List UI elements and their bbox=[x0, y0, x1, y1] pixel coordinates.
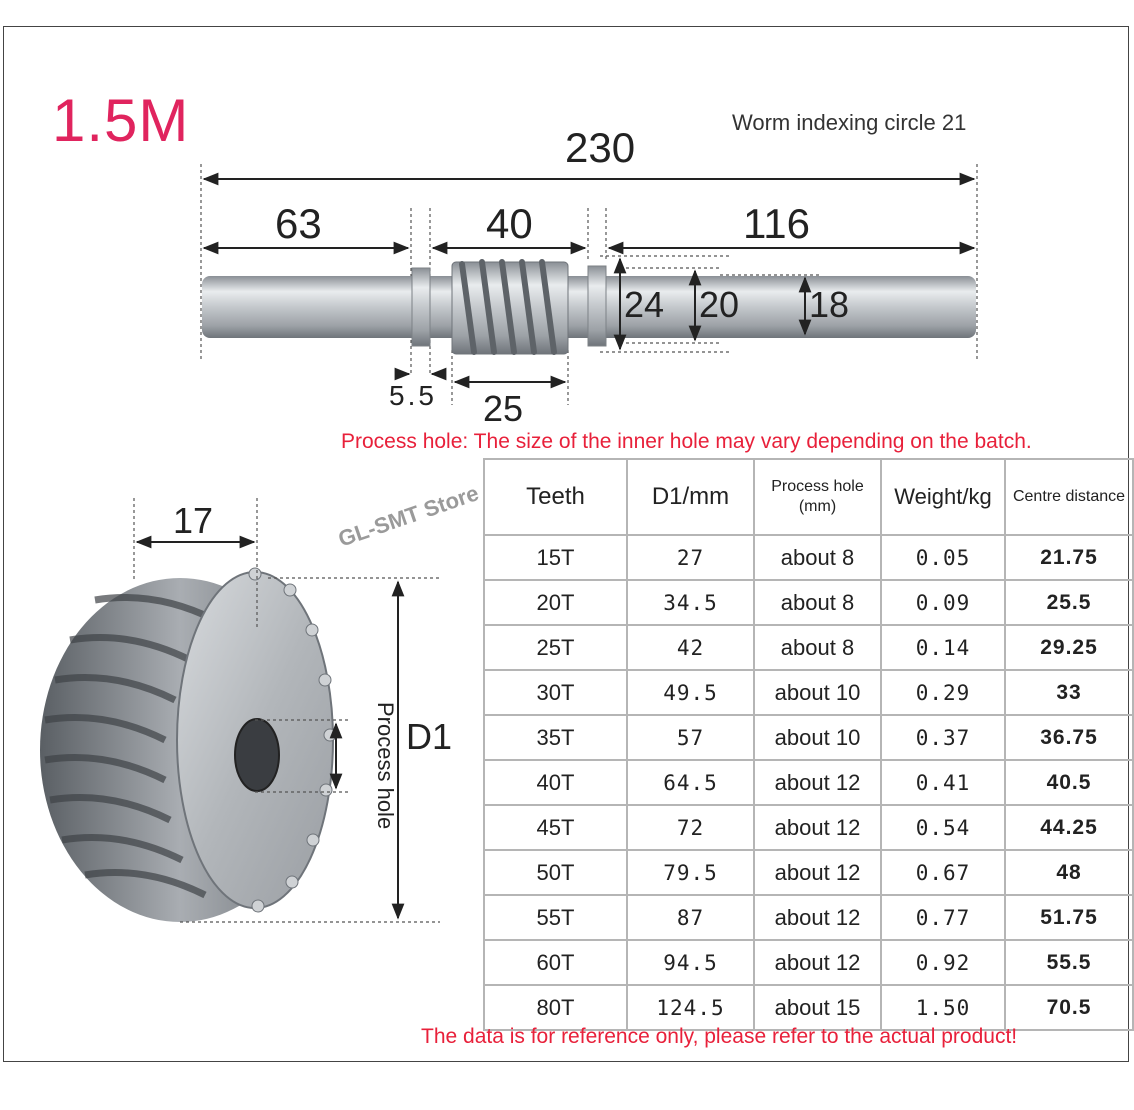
cell-d1: 72 bbox=[627, 805, 754, 850]
dim-outer-diameter: 24 bbox=[624, 284, 665, 325]
dim-right-shaft: 116 bbox=[743, 200, 810, 247]
table-row bbox=[484, 940, 1133, 985]
cell-centre-distance: 51.75 bbox=[1005, 895, 1133, 940]
cell-centre-distance: 48 bbox=[1005, 850, 1133, 895]
table-row bbox=[484, 985, 1133, 1030]
dim-shaft-diameter: 18 bbox=[809, 284, 850, 325]
cell-d1: 42 bbox=[627, 625, 754, 670]
dim-gear-width: 17 bbox=[173, 500, 214, 541]
cell-centre-distance: 40.5 bbox=[1005, 760, 1133, 805]
cell-process-hole: about 12 bbox=[754, 760, 881, 805]
gear-bore bbox=[235, 719, 279, 791]
cell-centre-distance: 25.5 bbox=[1005, 580, 1133, 625]
cell-process-hole: about 10 bbox=[754, 715, 881, 760]
cell-centre-distance: 44.25 bbox=[1005, 805, 1133, 850]
cell-centre-distance: 36.75 bbox=[1005, 715, 1133, 760]
header-process-hole bbox=[754, 459, 881, 535]
cell-d1: 94.5 bbox=[627, 940, 754, 985]
table-body bbox=[484, 535, 1133, 1030]
cell-process-hole: about 12 bbox=[754, 850, 881, 895]
table-row bbox=[484, 760, 1133, 805]
cell-teeth: 15T bbox=[484, 535, 627, 580]
cell-centre-distance: 29.25 bbox=[1005, 625, 1133, 670]
table-row bbox=[484, 895, 1133, 940]
dim-left-shaft: 63 bbox=[275, 200, 322, 247]
shaft-collar bbox=[412, 268, 430, 346]
cell-teeth: 30T bbox=[484, 670, 627, 715]
table-row bbox=[484, 625, 1133, 670]
cell-centre-distance: 33 bbox=[1005, 670, 1133, 715]
dim-thread-length: 25 bbox=[483, 388, 524, 429]
cell-weight: 0.05 bbox=[881, 535, 1005, 580]
cell-weight: 0.29 bbox=[881, 670, 1005, 715]
cell-d1: 87 bbox=[627, 895, 754, 940]
header-weight: Weight/kg bbox=[881, 459, 1005, 535]
cell-teeth: 50T bbox=[484, 850, 627, 895]
cell-teeth: 35T bbox=[484, 715, 627, 760]
dim-worm-section: 40 bbox=[486, 200, 533, 247]
cell-weight: 0.54 bbox=[881, 805, 1005, 850]
cell-weight: 1.50 bbox=[881, 985, 1005, 1030]
cell-d1: 79.5 bbox=[627, 850, 754, 895]
cell-teeth: 55T bbox=[484, 895, 627, 940]
dim-collar-width: 5.5 bbox=[389, 380, 437, 411]
cell-process-hole: about 12 bbox=[754, 895, 881, 940]
cell-d1: 124.5 bbox=[627, 985, 754, 1030]
module-label: 1.5M bbox=[52, 87, 190, 154]
cell-teeth: 40T bbox=[484, 760, 627, 805]
worm-shaft-drawing bbox=[0, 0, 1134, 460]
store-watermark: GL-SMT Store bbox=[335, 480, 482, 552]
cell-centre-distance: 70.5 bbox=[1005, 985, 1133, 1030]
cell-process-hole: about 8 bbox=[754, 580, 881, 625]
cell-process-hole: about 8 bbox=[754, 625, 881, 670]
table-row bbox=[484, 535, 1133, 580]
worm-indexing-note: Worm indexing circle 21 bbox=[732, 110, 967, 135]
process-hole-label: Process hole bbox=[373, 702, 398, 830]
cell-process-hole: about 8 bbox=[754, 535, 881, 580]
header-d1: D1/mm bbox=[627, 459, 754, 535]
header-teeth: Teeth bbox=[484, 459, 627, 535]
dim-root-diameter: 20 bbox=[699, 284, 740, 325]
cell-weight: 0.09 bbox=[881, 580, 1005, 625]
dim-gear-diameter: D1 bbox=[406, 716, 453, 757]
cell-d1: 34.5 bbox=[627, 580, 754, 625]
table-header-row bbox=[484, 459, 1133, 535]
cell-weight: 0.41 bbox=[881, 760, 1005, 805]
cell-centre-distance: 21.75 bbox=[1005, 535, 1133, 580]
disclaimer: The data is for reference only, please refer to the actual product! bbox=[421, 1025, 1018, 1048]
cell-teeth: 80T bbox=[484, 985, 627, 1030]
cell-weight: 0.67 bbox=[881, 850, 1005, 895]
cell-weight: 0.77 bbox=[881, 895, 1005, 940]
table-row bbox=[484, 850, 1133, 895]
header-centre-distance: Centre distance bbox=[1005, 459, 1133, 535]
table-row bbox=[484, 715, 1133, 760]
cell-centre-distance: 55.5 bbox=[1005, 940, 1133, 985]
cell-process-hole: about 12 bbox=[754, 940, 881, 985]
shaft-collar-right bbox=[588, 266, 606, 346]
cell-process-hole: about 12 bbox=[754, 805, 881, 850]
table-row bbox=[484, 580, 1133, 625]
cell-weight: 0.37 bbox=[881, 715, 1005, 760]
process-hole-note: Process hole: The size of the inner hole may vary depending on the batch. bbox=[341, 430, 1032, 453]
table-row bbox=[484, 805, 1133, 850]
cell-weight: 0.14 bbox=[881, 625, 1005, 670]
cell-d1: 57 bbox=[627, 715, 754, 760]
cell-d1: 27 bbox=[627, 535, 754, 580]
table-row bbox=[484, 670, 1133, 715]
header-process-hole-title: Process hole bbox=[771, 478, 864, 495]
cell-teeth: 60T bbox=[484, 940, 627, 985]
cell-d1: 49.5 bbox=[627, 670, 754, 715]
cell-d1: 64.5 bbox=[627, 760, 754, 805]
dim-overall-length: 230 bbox=[565, 124, 636, 171]
cell-process-hole: about 15 bbox=[754, 985, 881, 1030]
gear-spec-table bbox=[483, 458, 1134, 1031]
cell-process-hole: about 10 bbox=[754, 670, 881, 715]
cell-teeth: 45T bbox=[484, 805, 627, 850]
header-process-hole-unit: (mm) bbox=[798, 498, 837, 515]
cell-teeth: 25T bbox=[484, 625, 627, 670]
cell-weight: 0.92 bbox=[881, 940, 1005, 985]
cell-teeth: 20T bbox=[484, 580, 627, 625]
worm-gear-drawing bbox=[0, 480, 480, 940]
